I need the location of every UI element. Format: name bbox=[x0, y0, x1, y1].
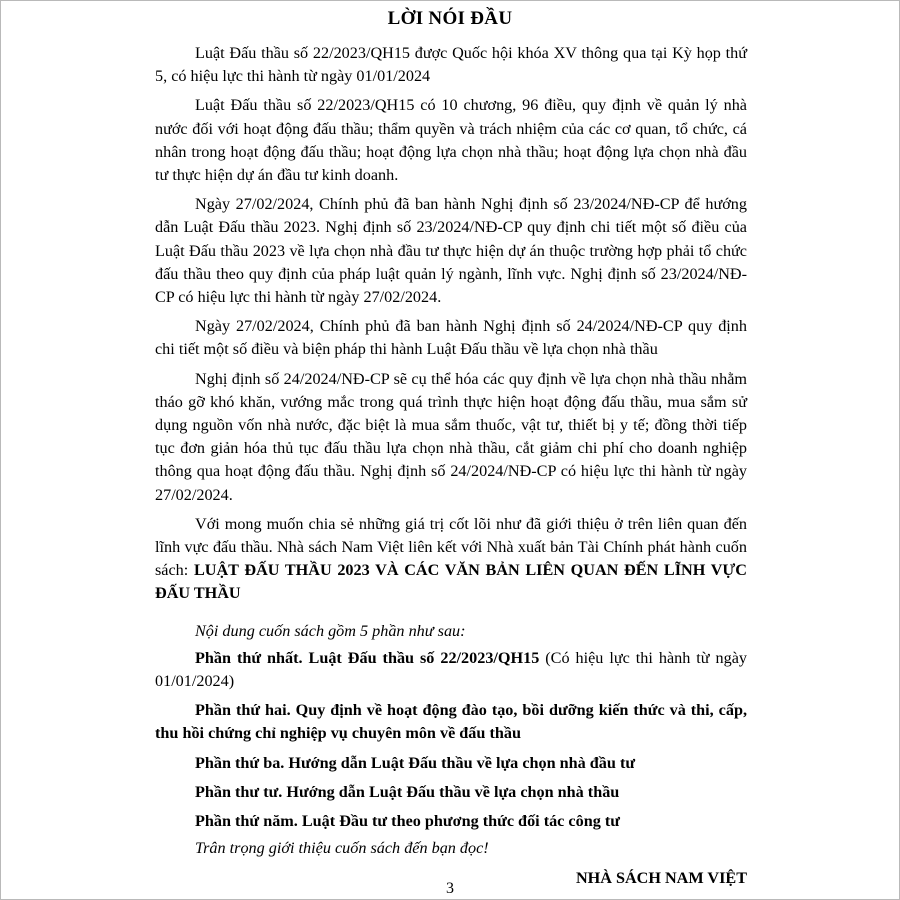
part-2: Phần thứ hai. Quy định về hoạt động đào tạo, bồi dưỡng kiến thức và thi, cấp, thu hồi chứng chỉ nghiệp vụ chuyên môn về đấu thầu bbox=[155, 701, 747, 743]
contents-intro: Nội dung cuốn sách gồm 5 phần như sau: bbox=[195, 621, 466, 640]
part-1 bbox=[155, 647, 747, 693]
part-5: Phần thứ năm. Luật Đầu tư theo phương thức đối tác công tư bbox=[195, 812, 620, 831]
document-body bbox=[155, 42, 747, 890]
paragraph-1: Luật Đấu thầu số 22/2023/QH15 được Quốc hội khóa XV thông qua tại Kỳ họp thứ 5, có hiệu lực thi hành từ ngày 01/01/2024 bbox=[155, 44, 747, 86]
paragraph-3: Ngày 27/02/2024, Chính phủ đã ban hành Nghị định số 23/2024/NĐ-CP để hướng dẫn Luật Đấu thầu 2023. Nghị định số 23/2024/NĐ-CP quy định chi tiết một số điều của Luật Đấu thầu 2023 về lựa chọn nhà đầu tư thực hiện dự án thuộc trường hợp phải tổ chức đấu thầu theo quy định của pháp luật quản lý ngành, lĩnh vực. Nghị định số 23/2024/NĐ-CP có hiệu lực thi hành từ ngày 27/02/2024. bbox=[155, 195, 747, 307]
intro-text: Với mong muốn chia sẻ những giá trị cốt lõi như đã giới thiệu ở trên liên quan đến lĩnh vực đấu thầu. Nhà sách Nam Việt liên kết với Nhà xuất bản Tài Chính phát hành cuốn sách: bbox=[155, 514, 747, 580]
closing-line: Trân trọng giới thiệu cuốn sách đến bạn đọc! bbox=[195, 839, 489, 858]
page-title: LỜI NÓI ĐẦU bbox=[387, 8, 513, 29]
part-4: Phần thư tư. Hướng dẫn Luật Đấu thầu về lựa chọn nhà thầu bbox=[195, 782, 620, 801]
page-number: 3 bbox=[446, 880, 454, 897]
part-1-title: Phần thứ nhất. Luật Đấu thầu số 22/2023/QH15 bbox=[195, 648, 540, 667]
paragraph-4: Ngày 27/02/2024, Chính phủ đã ban hành Nghị định số 24/2024/NĐ-CP quy định chi tiết một số điều và biện pháp thi hành Luật Đấu thầu về lựa chọn nhà thầu bbox=[155, 317, 747, 359]
paragraph-intro bbox=[155, 513, 747, 606]
book-title: LUẬT ĐẤU THẦU 2023 VÀ CÁC VĂN BẢN LIÊN QUAN ĐẾN LĨNH VỰC ĐẤU THẦU bbox=[155, 561, 747, 603]
paragraph-2: Luật Đấu thầu số 22/2023/QH15 có 10 chương, 96 điều, quy định về quản lý nhà nước đối với hoạt động đấu thầu; thẩm quyền và trách nhiệm của các cơ quan, tổ chức, cá nhân trong hoạt động đấu thầu; hoạt động lựa chọn nhà thầu; hoạt động lựa chọn nhà đầu tư thực hiện dự án đầu tư kinh doanh. bbox=[155, 96, 747, 185]
part-1-note: (Có hiệu lực thi hành từ ngày 01/01/2024) bbox=[155, 648, 747, 691]
paragraph-5: Nghị định số 24/2024/NĐ-CP sẽ cụ thể hóa các quy định về lựa chọn nhà thầu nhằm tháo gỡ khó khăn, vướng mắc trong quá trình thực hiện hoạt động đấu thầu, mua sắm sử dụng nguồn vốn nhà nước, đặc biệt là mua sắm thuốc, vật tư, thiết bị y tế; đồng thời tiếp tục đơn giản hóa thủ tục đấu thầu lựa chọn nhà thầu, cắt giảm chi phí cho doanh nghiệp thông qua hoạt động đấu thầu. Nghị định số 24/2024/NĐ-CP có hiệu lực thi hành từ ngày 27/02/2024. bbox=[155, 369, 747, 504]
part-3: Phần thứ ba. Hướng dẫn Luật Đấu thầu về lựa chọn nhà đầu tư bbox=[195, 753, 636, 772]
signature: NHÀ SÁCH NAM VIỆT bbox=[575, 868, 747, 887]
